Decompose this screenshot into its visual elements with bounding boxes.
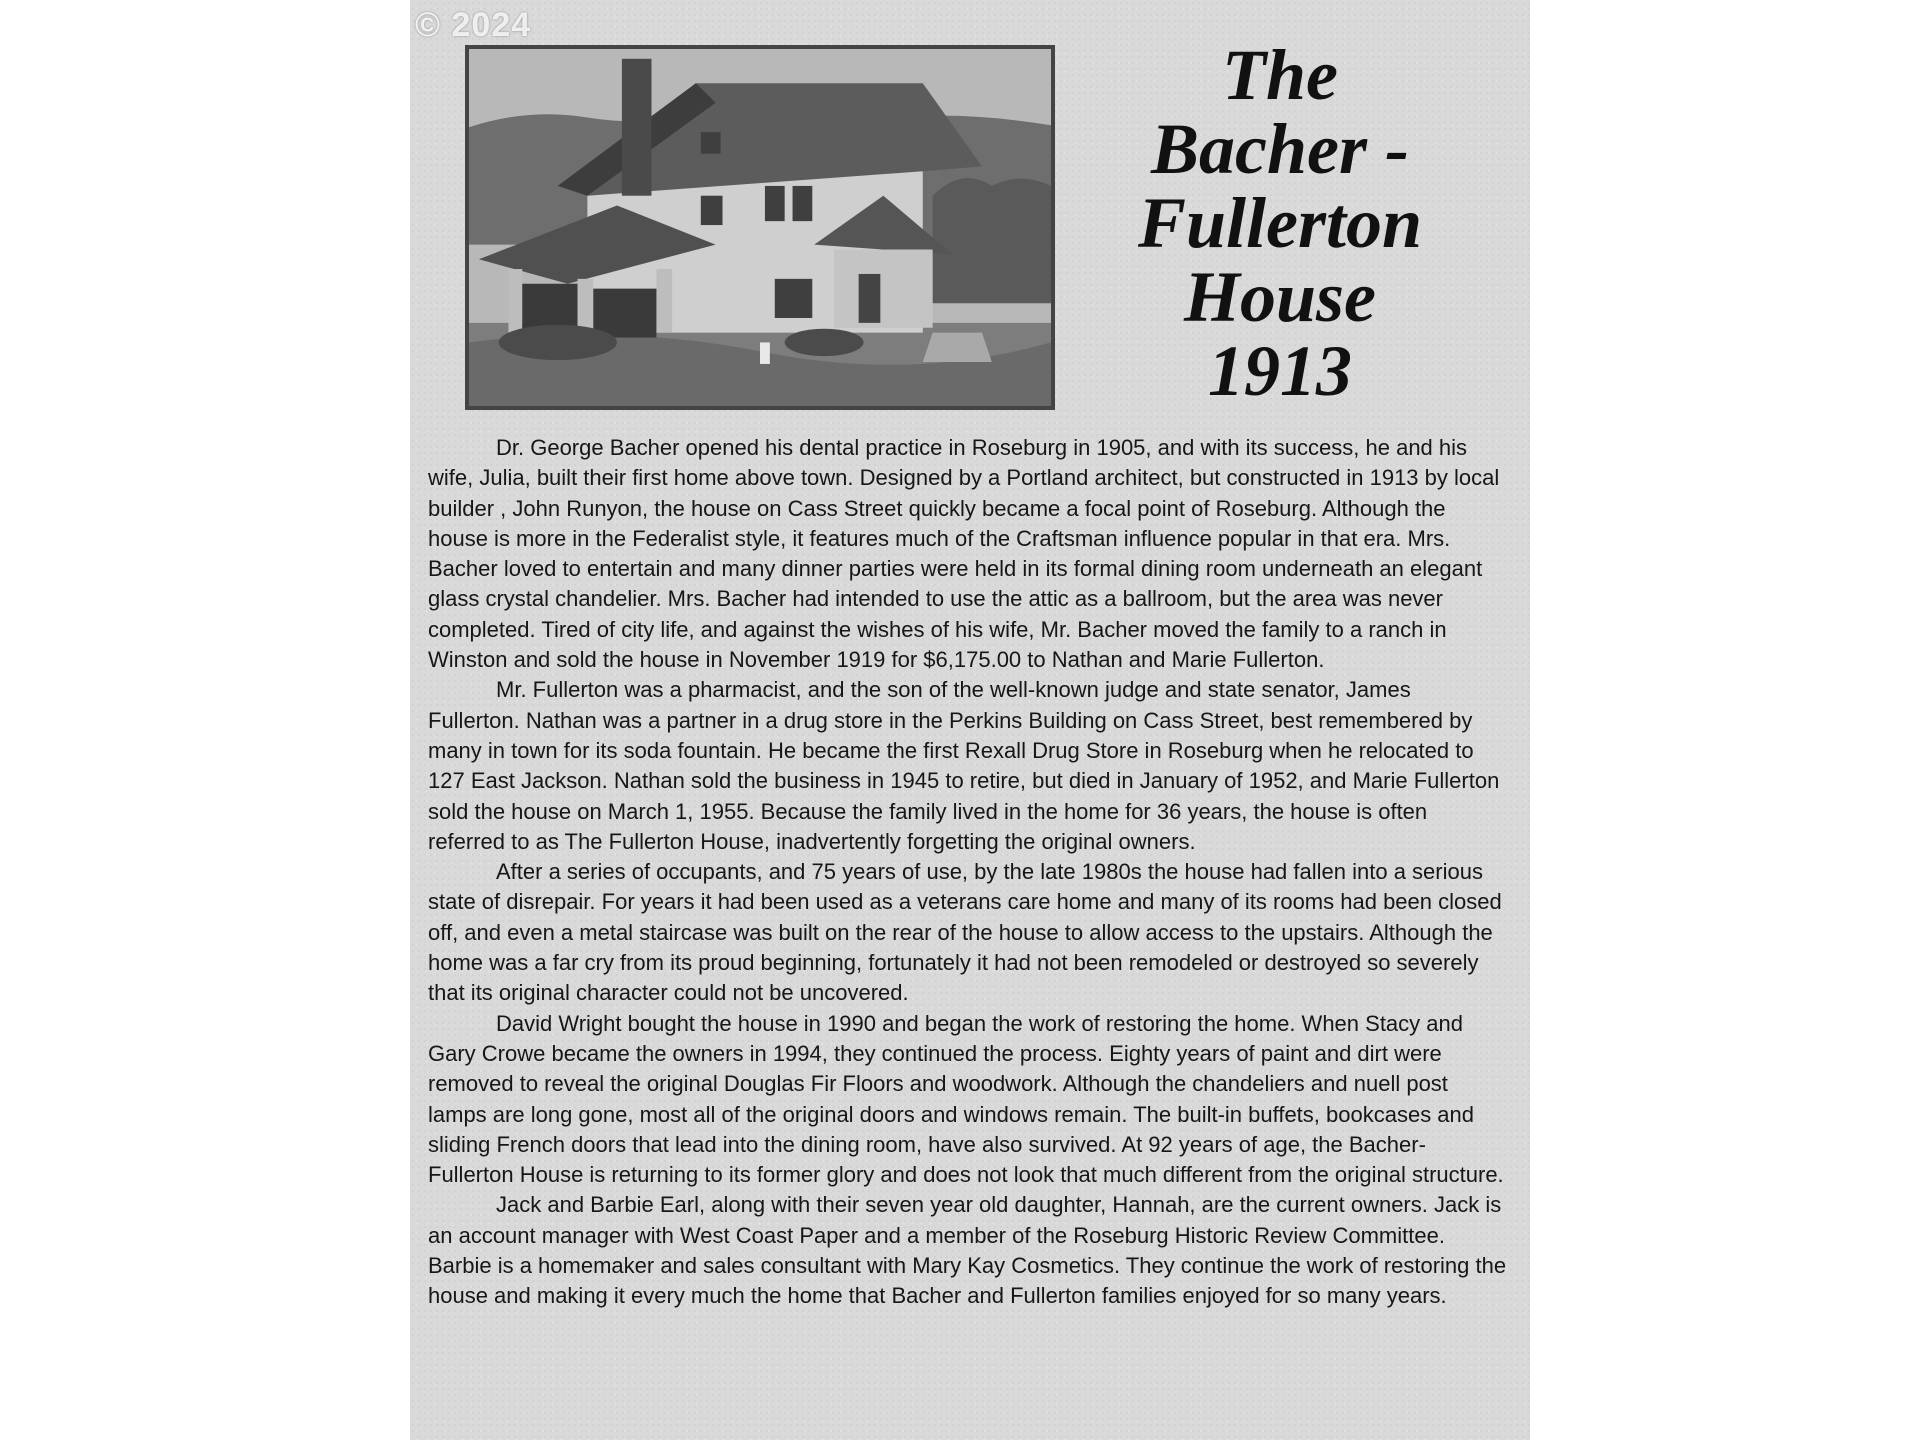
history-paragraph: Mr. Fullerton was a pharmacist, and the son of the well-known judge and state senator, James Fullerton. Nathan was a partner in a drug store in the Perkins Building on Cass Street, best remembered by many in town for its soda fountain. He became the first Rexall Drug Store in Roseburg when he relocated to 127 East Jackson. Nathan sold the business in 1945 to retire, but died in January of 1952, and Marie Fullerton sold the house on March 1, 1955. Because the family lived in the home for 36 years, the house is often referred to as The Fullerton House, inadvertently forgetting the original owners.	[428, 677, 1500, 854]
title-line: Bacher -	[1151, 109, 1409, 189]
history-paragraph: After a series of occupants, and 75 years of use, by the late 1980s the house had fallen into a serious state of disrepair. For years it had been used as a veterans care home and many of its rooms had been closed off, and even a metal staircase was built on the rear of the house to allow access to the upstairs. Although the home was a far cry from its proud beginning, fortunately it had not been remodeled or destroyed so severely that its original character could not be uncovered.	[428, 859, 1502, 1006]
copyright-watermark: © 2024	[415, 6, 532, 44]
title-line: House	[1183, 257, 1377, 337]
history-paragraph: David Wright bought the house in 1990 and began the work of restoring the home. When Stacy and Gary Crowe became the owners in 1994, they continued the process. Eighty years of paint and dirt were removed to reveal the original Douglas Fir Floors and woodwork. Although the chandeliers and nuell post lamps are long gone, most all of the original doors and windows remain. The built-in buffets, bookcases and sliding French doors that lead into the dining room, have also survived. At 92 years of age, the Bacher-Fullerton House is returning to its former glory and does not look that much different from the original structure.	[428, 1010, 1504, 1188]
history-paragraph: Jack and Barbie Earl, along with their seven year old daughter, Hannah, are the current owners. Jack is an account manager with West Coast Paper and a member of the Roseburg Historic Review Committee. Barbie is a homemaker and sales consultant with Mary Kay Cosmetics. They continue the work of restoring the house and making it every much the home that Bacher and Fullerton families enjoyed for so many years.	[428, 1192, 1507, 1309]
house-photo	[465, 45, 1055, 410]
house-illustration	[469, 49, 1051, 406]
history-paragraph: Dr. George Bacher opened his dental practice in Roseburg in 1905, and with its success, he and his wife, Julia, built their first home above town. Designed by a Portland architect, but constructed in 1913 by local builder , John Runyon, the house on Cass Street quickly became a focal point of Roseburg. Although the house is more in the Federalist style, it features much of the Craftsman influence popular in that era. Mrs. Bacher loved to entertain and many dinner parties were held in its formal dining room underneath an elegant glass crystal chandelier. Mrs. Bacher had intended to use the attic as a ballroom, but the area was never completed. Tired of city life, and against the wishes of his wife, Mr. Bacher moved the family to a ranch in Winston and sold the house in November 1919 for $6,175.00 to Nathan and Marie Fullerton.	[428, 435, 1500, 673]
title-line: Fullerton	[1137, 183, 1423, 263]
title-line: The	[1222, 35, 1338, 115]
plaque-body	[428, 433, 1508, 1312]
title-line: 1913	[1208, 331, 1352, 411]
plaque-title	[1100, 35, 1460, 411]
